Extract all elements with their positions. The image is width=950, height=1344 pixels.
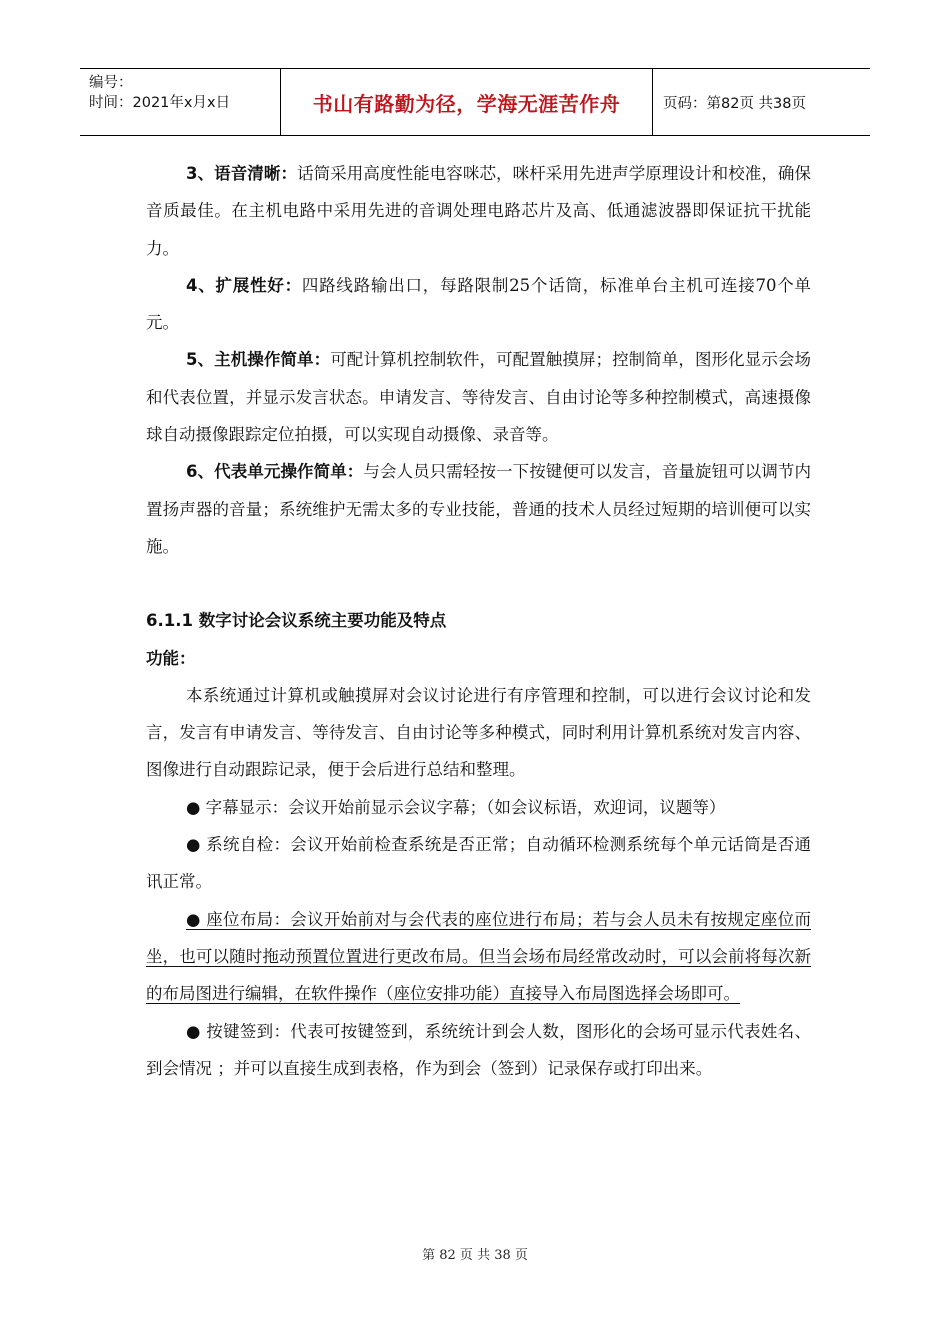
feature-text-first: 可配计算机控制软件，可配置触摸屏；控制简单，图 <box>330 350 712 370</box>
feature-text-first: 与会人员只需轻按一下按键便可以发言，音量旋 <box>363 462 712 482</box>
feature-item <box>146 453 811 565</box>
header-page-info: 页码：第82页 共38页 <box>663 95 807 112</box>
feature-text-rest: 接70个单元。 <box>146 275 811 333</box>
feature-title: 5、主机操作简单： <box>186 350 331 370</box>
number-label: 编号： <box>89 75 133 91</box>
feature-item <box>146 341 811 453</box>
feature-text-first: 四路线路输出口，每路限制25个话筒，标准单台主机可连 <box>301 275 739 295</box>
feature-text-rest: 钮可以调节内置扬声器的音量；系统维护无需太多的专业技能，普通的技术人员经过短期的培训便可以实施。 <box>146 462 812 556</box>
feature-title: 3、语音清晰： <box>186 164 298 183</box>
header-left-cell <box>80 69 281 135</box>
time-label: 时间：2021年x月x日 <box>89 95 231 111</box>
bullet-item-underlined: ● 座位布局：会议开始前对与会代表的座位进行布局；若与会人员未有按规定座位而坐，也可以随时拖动预置位置进行更改布局。但当会场布局经常改动时，可以会前将每次新的布局图进行编辑，在软件操作（座位安排功能）直接导入布局图选择会场即可。 <box>146 909 811 1004</box>
feature-text-rest: 形化显示会场和代表位置，并显示发言状态。申请发言、等待发言、自由讨论等多种控制模式，高速摄像球自动摄像跟踪定位拍摄，可以实现自动摄像、录音等。 <box>146 350 812 445</box>
function-label: 功能： <box>146 648 196 668</box>
section-title: 6.1.1 数字讨论会议系统主要功能及特点 <box>146 611 447 631</box>
spacer <box>146 565 811 602</box>
feature-item <box>146 267 811 342</box>
bullet-item: ● 按键签到：代表可按键签到，系统统计到会人数，图形化的会场可显示代表姓名、 到会情况 ；并可以直接生成到表格，作为到会（签到）记录保存或打印出来。 <box>146 1021 811 1078</box>
document-header <box>80 68 870 136</box>
header-motto: 书山有路勤为径，学海无涯苦作舟 <box>312 91 621 116</box>
section-intro: 本系统通过计算机或触摸屏对会议讨论进行有序管理和控制，可以进行会议讨论和发言，发言有申请发言、等待发言、自由讨论等多种模式，同时利用计算机系统对发言内容、图像进行自动跟踪记录，便于会后进行总结和整理。 <box>146 685 811 780</box>
header-middle-cell <box>281 69 653 135</box>
page-footer: 第 82 页 共 38 页 <box>422 1248 528 1263</box>
document-body <box>146 155 811 1087</box>
feature-text-first: 话筒采用高度性能电容咪芯，咪杆采用先进声学原理设计 <box>297 164 712 183</box>
feature-text-rest: 和校准，确保音质最佳。在主机电路中采用先进的音调处理电路芯片及高、低通滤波器即保证抗干扰能力。 <box>146 164 812 258</box>
bullet-item: ● 系统自检：会议开始前检查系统是否正常；自动循环检测系统每个单元话筒是否通讯正常。 <box>146 835 811 892</box>
feature-item <box>146 155 811 267</box>
feature-title: 6、代表单元操作简单： <box>186 462 364 482</box>
bullet-item: ● 字幕显示：会议开始前显示会议字幕；（如会议标语，欢迎词，议题等） <box>186 797 726 817</box>
header-right-cell <box>653 69 870 135</box>
feature-title: 4、扩展性好： <box>186 275 302 295</box>
